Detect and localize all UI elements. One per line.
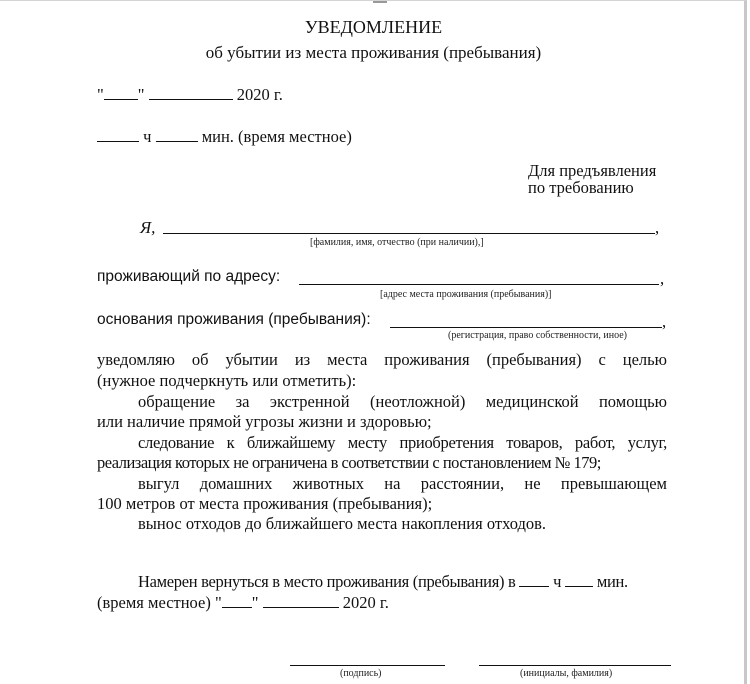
initials-surname-field[interactable] bbox=[479, 665, 671, 666]
basis-label: основания проживания (пребывания): bbox=[97, 311, 371, 328]
document-title: УВЕДОМЛЕНИЕ bbox=[304, 17, 443, 37]
hours-field[interactable] bbox=[97, 127, 139, 142]
address-label: проживающий по адресу: bbox=[97, 268, 281, 285]
name-hint: [фамилия, имя, отчество (при наличии),] bbox=[310, 237, 484, 248]
intro-line-1: уведомляю об убытии из места проживания (пребывания) с целью bbox=[97, 350, 667, 369]
presentation-note bbox=[528, 162, 656, 196]
day-field[interactable] bbox=[104, 85, 138, 100]
return-minutes-field[interactable] bbox=[565, 572, 593, 587]
minutes-label: мин. (время местное) bbox=[201, 127, 352, 146]
reason-4-line-1[interactable]: вынос отходов до ближайшего места накопления отходов. bbox=[138, 514, 547, 533]
return-hours-label: ч bbox=[553, 572, 562, 591]
basis-hint: (регистрация, право собственности, иное) bbox=[448, 330, 627, 341]
return-quote-open: " bbox=[214, 593, 222, 612]
signature-hint: (подпись) bbox=[340, 668, 382, 679]
reason-1-line-2[interactable]: или наличие прямой угрозы жизни и здоровью; bbox=[97, 412, 432, 431]
basis-trailing-comma: , bbox=[662, 312, 667, 331]
signature-field[interactable] bbox=[290, 665, 445, 666]
address-field[interactable] bbox=[299, 284, 659, 285]
return-hours-field[interactable] bbox=[519, 572, 549, 587]
intro-line-2: (нужное подчеркнуть или отметить): bbox=[97, 371, 357, 390]
month-field[interactable] bbox=[149, 85, 233, 100]
basis-field[interactable] bbox=[390, 327, 662, 328]
presentation-note-line2: по требованию bbox=[528, 178, 634, 197]
return-line-2 bbox=[97, 593, 389, 613]
return-year-label: 2020 г. bbox=[342, 593, 389, 612]
name-label: Я, bbox=[140, 218, 156, 237]
return-quote-close: " bbox=[251, 593, 259, 612]
return-minutes-label: мин. bbox=[596, 572, 628, 591]
reason-3-line-2[interactable]: 100 метров от места проживания (пребывания); bbox=[97, 494, 433, 513]
reason-1-line-1[interactable]: обращение за экстренной (неотложной) медицинской помощью bbox=[138, 392, 667, 411]
reason-2-line-2[interactable]: реализация которых не ограничена в соответствии с постановлением № 179; bbox=[97, 453, 601, 472]
quote-close: " bbox=[137, 85, 145, 104]
name-field[interactable] bbox=[163, 233, 655, 234]
date-line bbox=[97, 85, 283, 105]
address-hint: [адрес места проживания (пребывания)] bbox=[380, 289, 552, 300]
ruler-marker bbox=[373, 1, 387, 3]
hours-label: ч bbox=[143, 127, 152, 146]
initials-surname-hint: (инициалы, фамилия) bbox=[520, 668, 613, 679]
return-line-1 bbox=[138, 572, 628, 592]
return-month-field[interactable] bbox=[263, 593, 339, 608]
name-trailing-comma: , bbox=[655, 218, 660, 237]
document-subtitle: об убытии из места проживания (пребывания) bbox=[205, 43, 542, 62]
reason-2-line-1[interactable]: следование к ближайшему месту приобретения товаров, работ, услуг, bbox=[138, 433, 667, 452]
year-label: 2020 г. bbox=[236, 85, 283, 104]
quote-open: " bbox=[97, 85, 104, 104]
return-day-field[interactable] bbox=[222, 593, 252, 608]
presentation-note-line1: Для предъявления bbox=[528, 161, 657, 180]
minutes-field[interactable] bbox=[156, 127, 198, 142]
return-text: Намерен вернуться в место проживания (пребывания) в bbox=[138, 572, 516, 591]
return-local-time-label: (время местное) bbox=[97, 593, 211, 612]
address-trailing-comma: , bbox=[660, 269, 665, 288]
reason-3-line-1[interactable]: выгул домашних животных на расстоянии, не превышающем bbox=[138, 474, 667, 493]
time-line bbox=[97, 127, 352, 147]
